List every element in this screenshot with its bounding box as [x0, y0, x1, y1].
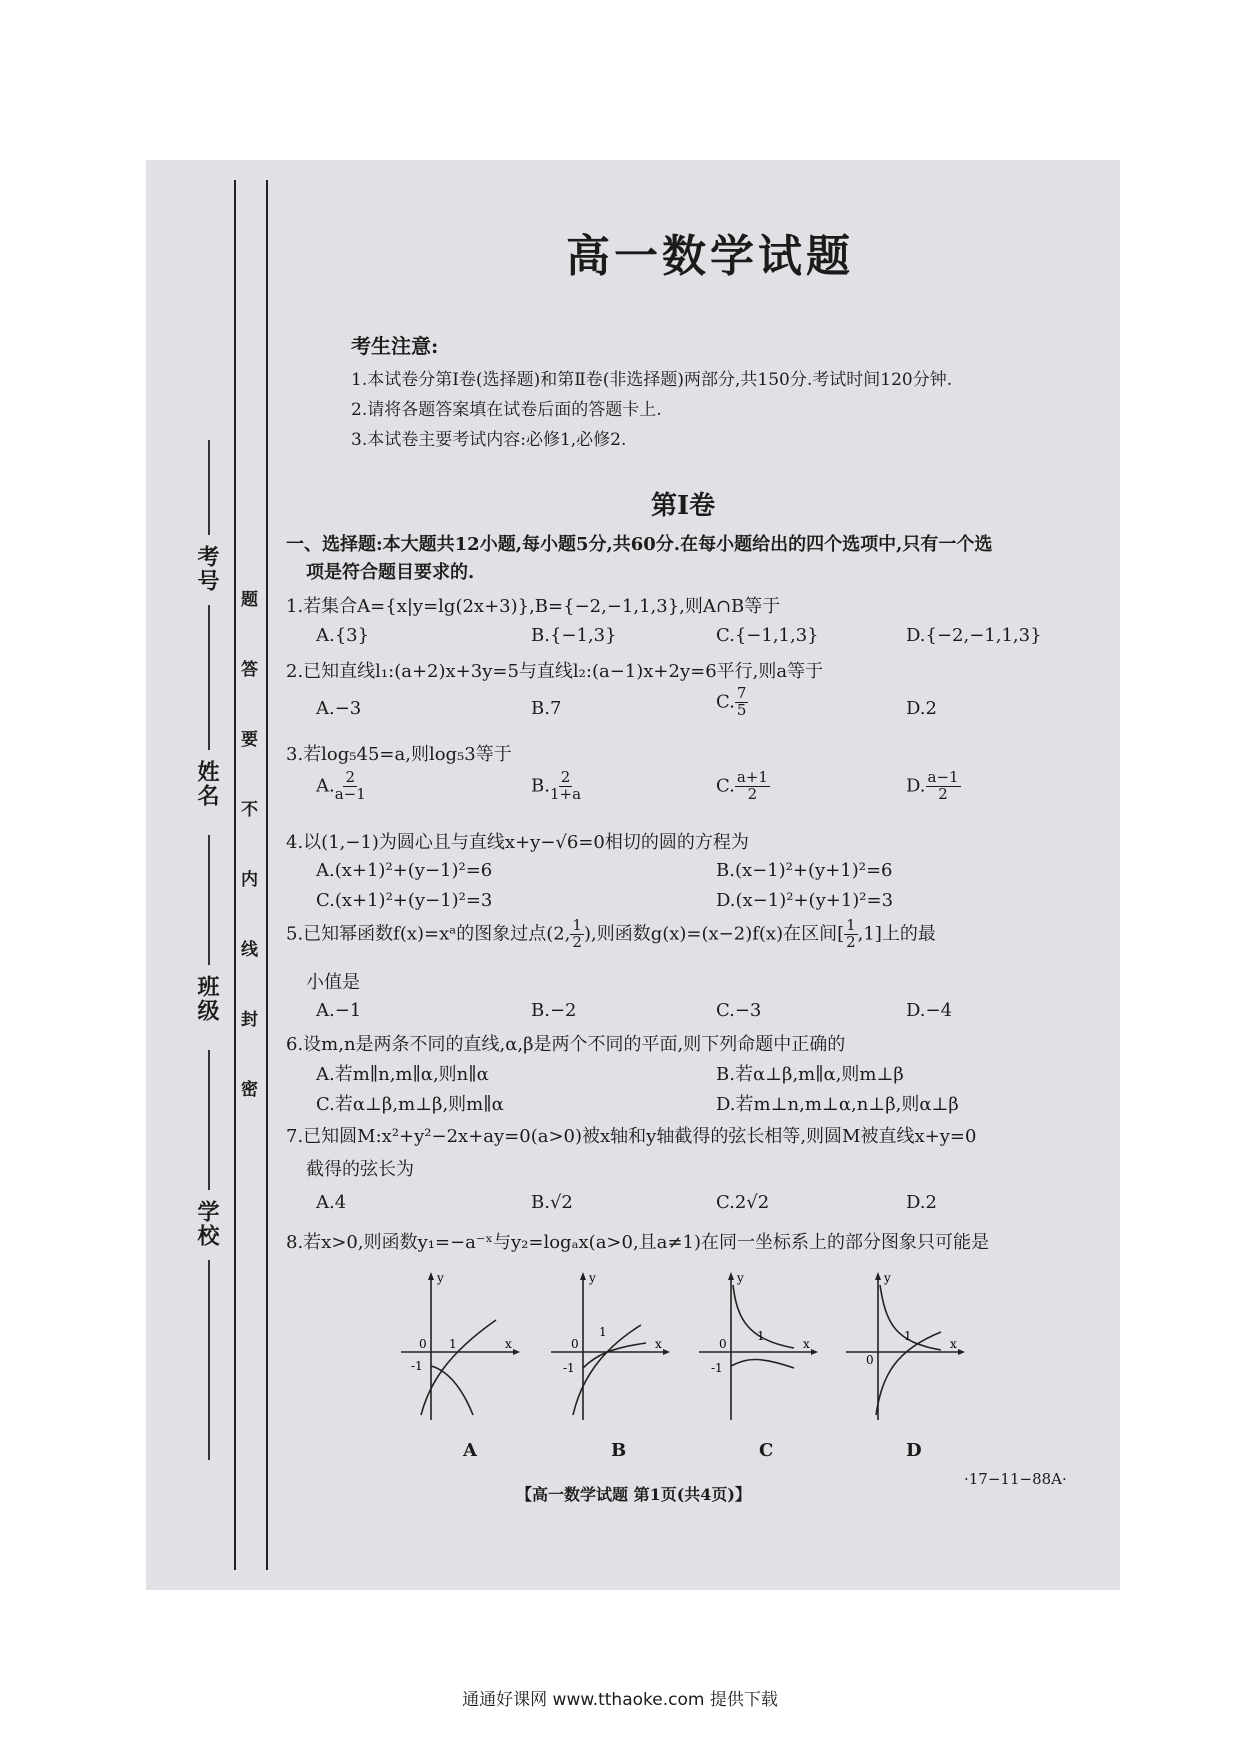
- seal-char: 线: [241, 940, 258, 960]
- q5-option-d: D.−4: [906, 1000, 953, 1021]
- tick-label: 1: [904, 1329, 912, 1343]
- seal-char: 答: [241, 660, 258, 680]
- seal-char: 题: [241, 590, 258, 610]
- origin-label: 0: [866, 1353, 874, 1367]
- q5-option-b: B.−2: [531, 1000, 577, 1021]
- origin-label: 0: [571, 1337, 579, 1351]
- q8-graph-d: [846, 1270, 966, 1420]
- q7-option-a: A.4: [316, 1192, 347, 1213]
- fraction-denominator: 2: [572, 932, 582, 951]
- question-8-stem: 8.若x>0,则函数y₁=−a⁻ˣ与y₂=logₐx(a>0,且a≠1)在同一坐标系上的部分图象只可能是: [286, 1232, 989, 1253]
- fraction-denominator: a−1: [334, 784, 366, 803]
- question-7-stem: 7.已知圆M:x²+y²−2x+ay=0(a>0)被x轴和y轴截得的弦长相等,则圆M被直线x+y=0: [286, 1126, 977, 1147]
- notice-item: 3.本试卷主要考试内容:必修1,必修2.: [351, 430, 627, 450]
- page-footer-code: ·17−11−88A·: [964, 1470, 1067, 1488]
- fraction-denominator: 2: [846, 932, 856, 951]
- q3-option-a-fraction: [335, 770, 366, 803]
- margin-line-outer: [234, 180, 236, 1570]
- tick-label: 1: [757, 1329, 765, 1343]
- section-heading-cont: 项是符合题目要求的.: [306, 562, 475, 583]
- tick-label: -1: [563, 1361, 575, 1375]
- margin-line-inner: [266, 180, 268, 1570]
- q4-option-a: A.(x+1)²+(y−1)²=6: [316, 860, 493, 881]
- page-footer-label: 【高一数学试题 第1页(共4页)】: [516, 1485, 751, 1504]
- q2-option-c-fraction: [735, 686, 749, 719]
- field-name: 姓名: [194, 760, 220, 808]
- q5-stem-part: 5.已知幂函数f(x)=xᵃ的图象过点(2,: [286, 923, 571, 945]
- q1-option-b: B.{−1,3}: [531, 625, 617, 646]
- download-source-caption: 通通好课网 www.tthaoke.com 提供下载: [462, 1690, 778, 1710]
- q3-option-b-label: B.: [531, 775, 550, 797]
- q2-option-c-label: C.: [716, 691, 735, 713]
- part-title: 第Ⅰ卷: [651, 491, 716, 521]
- y-axis-label: y: [437, 1271, 444, 1285]
- q8-graph-a: [401, 1270, 521, 1420]
- graph-d-plot: [846, 1270, 966, 1420]
- q1-option-a: A.{3}: [316, 625, 370, 646]
- q3-option-c-label: C.: [716, 775, 735, 797]
- fraction-denominator: 1+a: [549, 784, 582, 803]
- q2-option-d: D.2: [906, 698, 937, 719]
- q8-graph-b: [551, 1270, 671, 1420]
- class-underline: [208, 835, 210, 965]
- q6-option-a: A.若m∥n,m∥α,则n∥α: [316, 1064, 489, 1085]
- q5-point-fraction: [570, 918, 584, 951]
- question-1-stem: 1.若集合A={x|y=lg(2x+3)},B={−2,−1,1,3},则A∩B等于: [286, 596, 781, 617]
- y-axis-label: y: [884, 1271, 891, 1285]
- name-underline: [208, 605, 210, 750]
- school-underline: [208, 1050, 210, 1190]
- q1-option-d: D.{−2,−1,1,3}: [906, 625, 1042, 646]
- q2-option-b: B.7: [531, 698, 562, 719]
- q5-option-c: C.−3: [716, 1000, 762, 1021]
- y-axis-label: y: [737, 1271, 744, 1285]
- fraction-numerator: 7: [736, 684, 747, 702]
- q6-option-b: B.若α⊥β,m∥α,则m⊥β: [716, 1064, 904, 1085]
- q5-interval-fraction: [844, 918, 858, 951]
- question-6-stem: 6.设m,n是两条不同的直线,α,β是两个不同的平面,则下列命题中正确的: [286, 1034, 846, 1055]
- q8-graph-c: [699, 1270, 819, 1420]
- field-class: 班级: [194, 975, 220, 1023]
- x-axis-label: x: [950, 1337, 957, 1351]
- q3-option-b-fraction: [550, 770, 581, 803]
- origin-label: 0: [719, 1337, 727, 1351]
- x-axis-label: x: [655, 1337, 662, 1351]
- question-3-stem: 3.若log₅45=a,则log₅3等于: [286, 744, 512, 765]
- q6-option-c: C.若α⊥β,m⊥β,则m∥α: [316, 1094, 504, 1115]
- fraction-numerator: 2: [345, 768, 356, 786]
- q3-option-b: [531, 770, 581, 803]
- seal-char: 要: [241, 730, 258, 750]
- fraction-numerator: 2: [560, 768, 571, 786]
- q6-option-d: D.若m⊥n,m⊥α,n⊥β,则α⊥β: [716, 1094, 959, 1115]
- question-5-stem: [286, 918, 936, 951]
- q5-stem-part: ),则函数g(x)=(x−2)f(x)在区间[: [583, 923, 845, 945]
- q2-option-a: A.−3: [316, 698, 362, 719]
- q7-option-c: C.2√2: [716, 1192, 770, 1213]
- tick-label: -1: [411, 1359, 423, 1373]
- section-heading: 一、选择题:本大题共12小题,每小题5分,共60分.在每小题给出的四个选项中,只有一个选: [286, 534, 993, 555]
- question-4-stem: 4.以(1,−1)为圆心且与直线x+y−√6=0相切的圆的方程为: [286, 832, 749, 853]
- page-title: 高一数学试题: [566, 231, 854, 282]
- fraction-numerator: a+1: [736, 768, 768, 786]
- exam-number-underline: [208, 440, 210, 535]
- q5-option-a: A.−1: [316, 1000, 362, 1021]
- q3-option-d-fraction: [926, 770, 961, 803]
- q4-option-d: D.(x−1)²+(y+1)²=3: [716, 890, 894, 911]
- q3-option-d-label: D.: [906, 775, 926, 797]
- fraction-numerator: 1: [846, 916, 856, 934]
- q2-option-c: [716, 686, 748, 719]
- seal-char: 不: [241, 800, 258, 820]
- q3-option-a: [316, 770, 366, 803]
- fraction-numerator: 1: [572, 916, 582, 934]
- question-5-stem-cont: 小值是: [306, 972, 360, 993]
- fraction-denominator: 5: [736, 700, 747, 719]
- q8-graph-b-label: B: [611, 1440, 627, 1461]
- notice-item: 1.本试卷分第Ⅰ卷(选择题)和第Ⅱ卷(非选择题)两部分,共150分.考试时间120分钟.: [351, 370, 953, 390]
- q5-stem-part: ,1]上的最: [857, 923, 936, 945]
- q8-graph-d-label: D: [906, 1440, 922, 1461]
- graph-a-plot: [401, 1270, 521, 1420]
- tick-label: 1: [449, 1337, 457, 1351]
- fraction-numerator: a−1: [927, 768, 959, 786]
- graph-b-plot: [551, 1270, 671, 1420]
- q7-option-d: D.2: [906, 1192, 937, 1213]
- question-7-stem-cont: 截得的弦长为: [306, 1159, 414, 1180]
- q8-graph-a-label: A: [463, 1440, 477, 1461]
- notice-item: 2.请将各题答案填在试卷后面的答题卡上.: [351, 400, 662, 420]
- q3-option-a-label: A.: [316, 775, 335, 797]
- q4-option-b: B.(x−1)²+(y+1)²=6: [716, 860, 893, 881]
- y-axis-label: y: [589, 1271, 596, 1285]
- graph-c-plot: [699, 1270, 819, 1420]
- fraction-denominator: 2: [938, 784, 948, 803]
- q1-option-c: C.{−1,1,3}: [716, 625, 819, 646]
- notice-heading: 考生注意:: [351, 334, 439, 358]
- q3-option-c-fraction: [735, 770, 770, 803]
- tick-label: -1: [711, 1361, 723, 1375]
- field-exam-number: 考号: [194, 545, 220, 593]
- seal-char: 密: [241, 1080, 258, 1100]
- q4-option-c: C.(x+1)²+(y−1)²=3: [316, 890, 493, 911]
- q3-option-c: [716, 770, 770, 803]
- q3-option-d: [906, 770, 961, 803]
- x-axis-label: x: [803, 1337, 810, 1351]
- exam-sheet: [146, 160, 1120, 1590]
- q7-option-b: B.√2: [531, 1192, 573, 1213]
- margin-bottom-underline: [208, 1260, 210, 1460]
- tick-label: 1: [599, 1325, 607, 1339]
- q8-graph-c-label: C: [759, 1440, 774, 1461]
- fraction-denominator: 2: [747, 784, 758, 803]
- x-axis-label: x: [505, 1337, 512, 1351]
- question-2-stem: 2.已知直线l₁:(a+2)x+3y=5与直线l₂:(a−1)x+2y=6平行,则a等于: [286, 661, 824, 682]
- origin-label: 0: [419, 1337, 427, 1351]
- seal-char: 封: [241, 1010, 258, 1030]
- field-school: 学校: [194, 1200, 220, 1248]
- seal-char: 内: [241, 870, 258, 890]
